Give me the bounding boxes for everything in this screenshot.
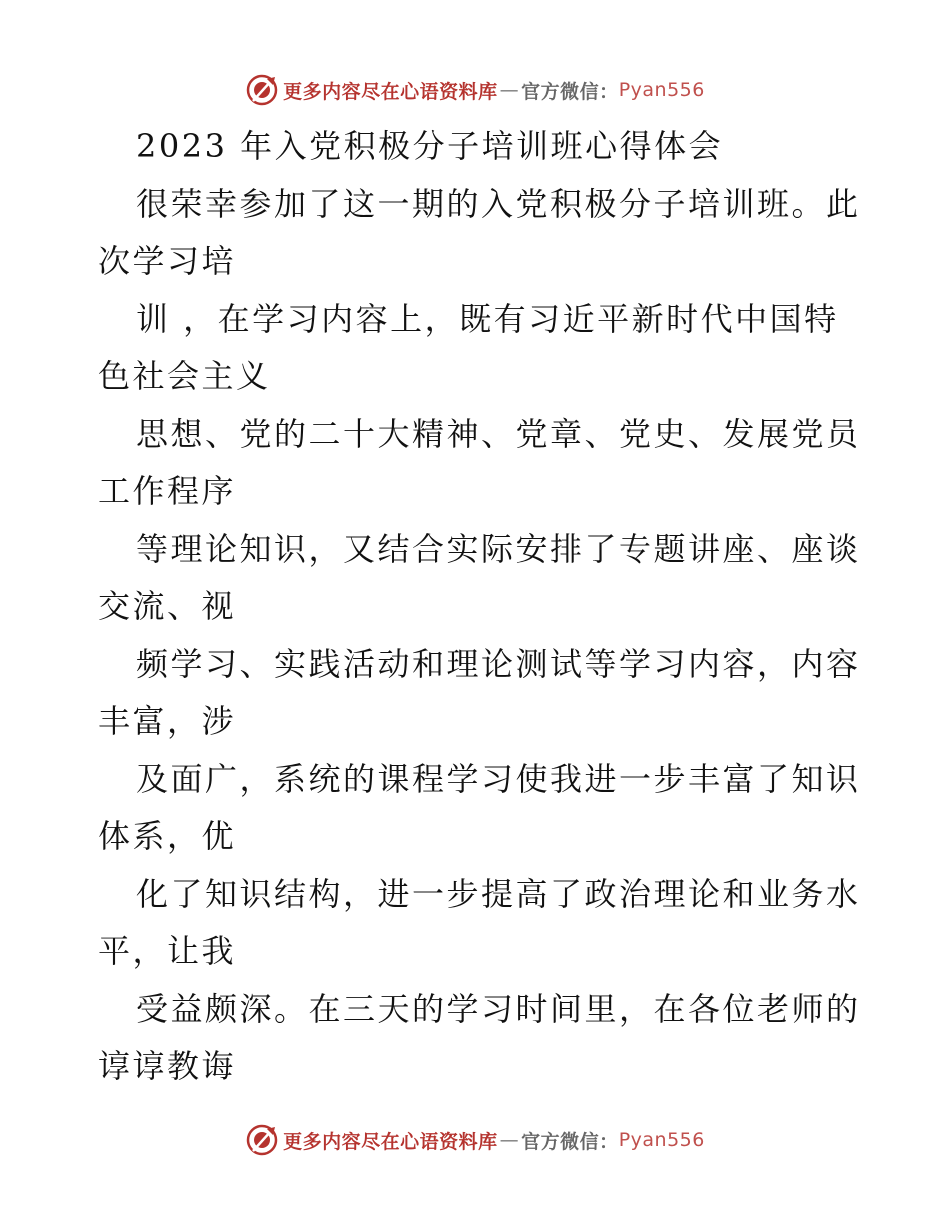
document-line: 及面广，系统的课程学习使我进一步丰富了知识 [136,759,861,798]
document-line: 体系，优 [98,817,237,855]
document-line: 受益颇深。在三天的学习时间里，在各位老师的 [136,989,861,1028]
watermark-separator: — [499,79,520,101]
watermark-separator: — [499,1129,520,1151]
document-title: 2023 年入党积极分子培训班心得体会 [136,127,724,165]
watermark-wechat-id: Pyan556 [618,1129,705,1151]
document-line: 平，让我 [98,932,237,970]
document-line: 丰富，涉 [98,702,237,740]
watermark-wechat-id: Pyan556 [618,79,705,101]
footer-watermark [0,1120,950,1160]
seal-pen-icon [245,1123,279,1157]
watermark-sub-text: 官方微信： [521,80,619,103]
document-line: 次学习培 [98,242,237,280]
document-line: 色社会主义 [98,357,271,395]
document-line: 工作程序 [98,472,237,510]
watermark-sub-text: 官方微信： [521,1130,619,1153]
header-watermark [0,70,950,110]
document-line: 很荣幸参加了这一期的入党积极分子培训班。此 [136,184,861,223]
watermark-main-text: 更多内容尽在心语资料库 [283,1130,498,1153]
document-body [98,118,861,1096]
document-line: 思想、党的二十大精神、党章、党史、发展党员 [136,414,861,453]
document-line: 等理论知识，又结合实际安排了专题讲座、座谈 [136,529,861,568]
document-line: 化了知识结构，进一步提高了政治理论和业务水 [136,874,861,913]
document-line: 频学习、实践活动和理论测试等学习内容，内容 [136,644,861,683]
seal-pen-icon [245,73,279,107]
watermark-main-text: 更多内容尽在心语资料库 [283,80,498,103]
document-line: 交流、视 [98,587,237,625]
document-line: 谆谆教诲 [98,1047,237,1085]
document-line: 训 ，在学习内容上，既有习近平新时代中国特 [136,299,839,338]
